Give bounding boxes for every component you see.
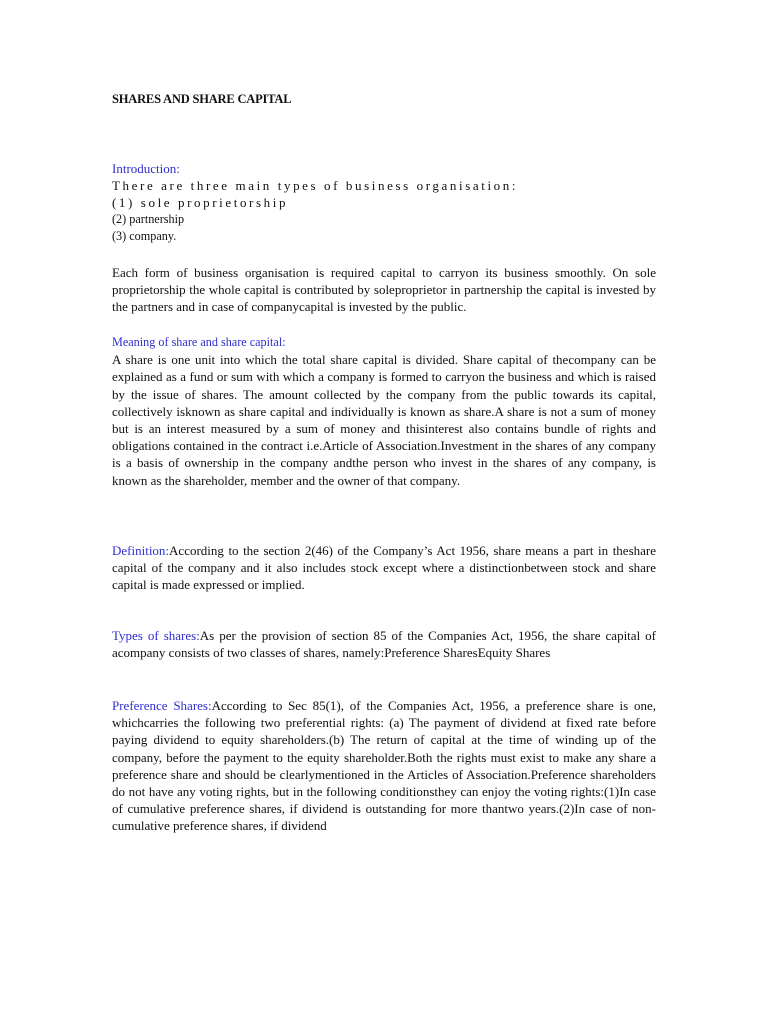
preference-paragraph	[112, 697, 656, 835]
types-heading: Types of shares:	[112, 628, 200, 643]
preference-section	[112, 697, 656, 835]
introduction-paragraph-section	[112, 264, 656, 316]
introduction-line-4: (3) company.	[112, 229, 177, 244]
types-text: As per the provision of section 85 of the Companies Act, 1956, the share capital of acompany consists of two classes of shares, namely:Preference SharesEquity Shares	[112, 628, 657, 661]
preference-heading: Preference Shares:	[112, 698, 212, 713]
preference-text: According to Sec 85(1), of the Companies Act, 1956, a preference share is one, whichcarries the following two preferential rights: (a) The payment of dividend at fixed rate before paying dividend to equity shareholders.(b) The return of capital at the time of winding up of the company, before the payment to the equity shareholder.Both the rights must exist to make any share a preference share and should be clearlymentioned in the Articles of Association.Preference shareholders do not have any voting rights, but in the following conditionsthey can enjoy the voting rights:(1)In case of cumulative preference shares, if dividend is outstanding for more thantwo years.(2)In case of non-cumulative preference shares, if dividend	[112, 698, 656, 834]
introduction-paragraph: Each form of business organisation is required capital to carryon its business smoothly. On sole proprietorship the whole capital is contributed by soleproprietor in partnership the capital is invested by the partners and in case of companycapital is invested by the public.	[112, 265, 656, 315]
meaning-heading: Meaning of share and share capital:	[112, 335, 286, 349]
definition-heading: Definition:	[112, 543, 170, 558]
meaning-section	[112, 334, 656, 489]
definition-text: According to the section 2(46) of the Company’s Act 1956, share means a part in theshare capital of the company and it also includes stock except where a distinctionbetween stock and share capital is made expressed or implied.	[112, 543, 656, 593]
definition-paragraph	[112, 542, 656, 594]
meaning-paragraph: A share is one unit into which the total share capital is divided. Share capital of thecompany can be explained as a fund or sum with which a company is formed to carryon the business and which is raised by the issue of shares. The amount collected by the company from the public towards its capital, collectively isknown as share capital and individually is known as share.A share is not a sum of money but is an interest measured by a sum of money and thisinterest also contains bundle of rights and obligations contained in the contract i.e.Article of Association.Investment in the shares of any company is a basis of ownership in the company andthe person who invest in the shares of any company, is known as the shareholder, member and the owner of that company.	[112, 352, 656, 488]
introduction-line-1: There are three main types of business organisation:	[112, 178, 519, 194]
introduction-section	[112, 160, 656, 246]
definition-section	[112, 542, 656, 594]
types-section	[112, 627, 656, 661]
introduction-line-3: (2) partnership	[112, 212, 185, 227]
introduction-heading: Introduction:	[112, 161, 180, 176]
introduction-line-2: (1) sole proprietorship	[112, 195, 289, 211]
document-title: SHARES AND SHARE CAPITAL	[112, 92, 292, 106]
types-paragraph	[112, 627, 656, 661]
